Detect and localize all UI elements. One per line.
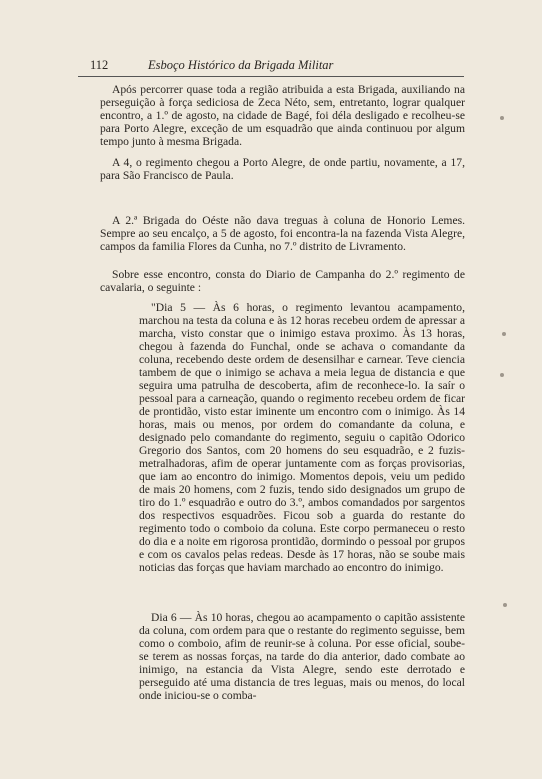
paragraph-3: A 2.ª Brigada do Oéste não dava treguas à coluna de Honorio Lemes. Sempre ao seu encalço, a 5 de agosto, foi encontra-la na fazenda Vista Alegre, campos da familia Flores da Cunha, no 7.º distrito de Livramento. <box>100 214 465 253</box>
running-title: Esboço Histórico da Brigada Militar <box>148 58 334 72</box>
paragraph-2: A 4, o regimento chegou a Porto Alegre, de onde partiu, novamente, a 17, para São Francisco de Paula. <box>100 156 465 182</box>
margin-speck <box>500 116 504 120</box>
margin-speck <box>502 332 506 336</box>
margin-speck <box>503 603 507 607</box>
margin-speck <box>500 373 504 377</box>
paragraph-4: Sobre esse encontro, consta do Diario de Campanha do 2.º regimento de cavalaria, o seguinte : <box>100 268 465 294</box>
quote-day-5: "Dia 5 — Às 6 horas, o regimento levantou acampamento, marchou na testa da coluna e às 12 horas recebeu ordem de apressar a marcha, visto constar que o inimigo estava proximo. Às 13 horas, chegou à fazenda do Funchal, onde se achava o comandante da coluna, recebendo deste ordem de desensilhar e carnear. Teve ciencia tambem de que o inimigo se achava a meia legua de distancia e que seguira uma patrulha de descoberta, afim de reconhece-lo. Ia saír o pessoal para a carneação, quando o regimento recebeu ordem de ficar de prontidão, visto estar iminente um encontro com o inimigo. Às 14 horas, mais ou menos, por ordem do comandante da coluna, e designado pelo comandante do regimento, seguiu o capitão Odorico Gregorio dos Santos, com 20 homens do seu esquadrão, e 2 fuzis-metralhadoras, afim de operar juntamente com as forças provisorias, que iam ao encontro do inimigo. Momentos depois, veiu um pedido de mais 20 homens, com 2 fuzis, tendo sido designados um grupo de tiro do 1.º esquadrão e outro do 3.º, ambos comandados por sargentos dos respectivos esquadrões. Ficou sob a guarda do restante do regimento todo o comboio da coluna. Este corpo permaneceu o resto do dia e a noite em rigorosa prontidão, dormindo o pessoal por grupos e com os cavalos pelas redeas. Desde às 17 horas, não se soube mais noticias das forças que haviam marchado ao encontro do inimigo. <box>139 301 465 574</box>
page-number: 112 <box>90 58 109 72</box>
paragraph-1: Após percorrer quase toda a região atribuida a esta Brigada, auxiliando na perseguição à força sediciosa de Zeca Néto, sem, entretanto, lograr qualquer encontro, a 1.º de agosto, na cidade de Bagé, foi déla desligado e recolheu-se para Porto Alegre, exceção de um esquadrão que ainda continuou por algum tempo junto à mesma Brigada. <box>100 83 465 148</box>
quote-day-6: Dia 6 — Às 10 horas, chegou ao acampamento o capitão assistente da coluna, com ordem para que o restante do regimento seguisse, bem como o comboio, afim de reunir-se à coluna. Por esse oficial, soube-se terem as nossas forças, na tarde do dia anterior, dado combate ao inimigo, na estancia da Vista Alegre, sendo este derrotado e perseguido até uma distancia de tres leguas, mais ou menos, do local onde iniciou-se o comba- <box>139 611 465 702</box>
page-header <box>78 58 464 77</box>
